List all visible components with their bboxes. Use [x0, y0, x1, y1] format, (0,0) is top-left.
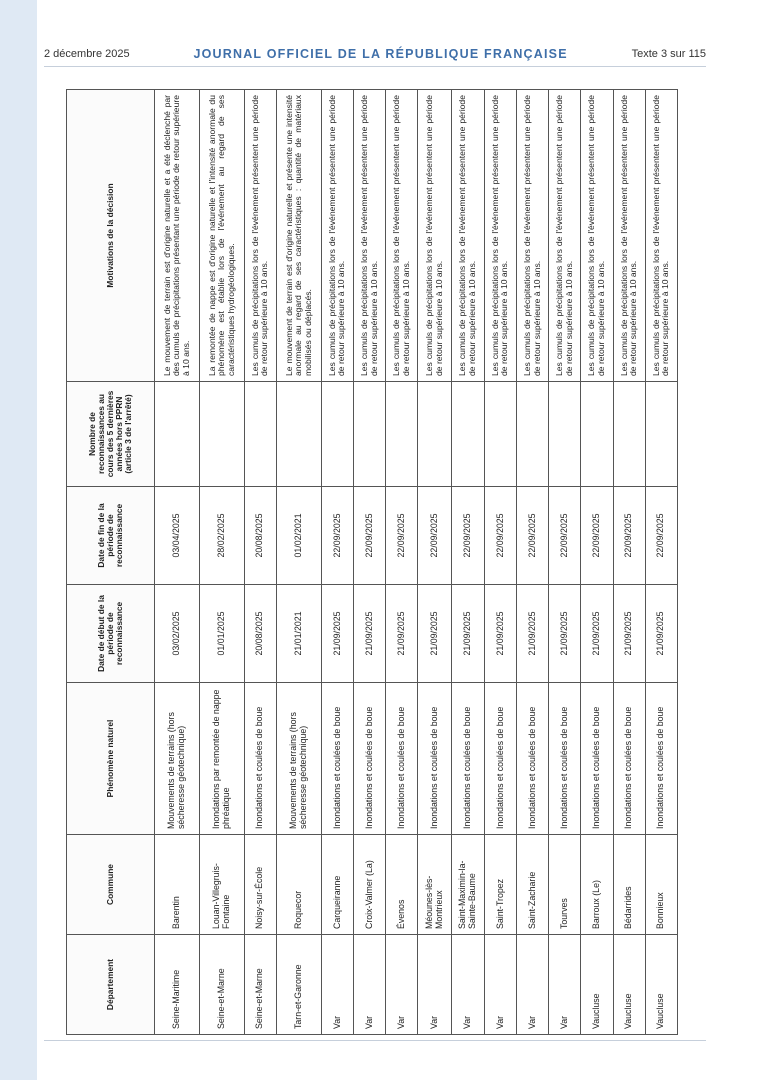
- column-header-date-fin: Date de fin de la période de reconnaissance: [67, 487, 155, 585]
- cell-date-fin: 28/02/2025: [199, 487, 244, 585]
- cell-motivation: La remontée de nappe est d'origine naturelle et l'intensité anormale du phénomène est établie lors de l'événement au regard de ses caractéristiques hydrogéologiques.: [199, 90, 244, 382]
- cell-nombre: [386, 382, 418, 487]
- cell-phenomene: Inondations et coulées de boue: [418, 683, 451, 835]
- table-row: [321, 90, 353, 1035]
- right-margin-band: [735, 0, 765, 1080]
- cell-motivation: Les cumuls de précipitations lors de l'événement présentent une période de retour supérieure à 10 ans.: [645, 90, 677, 382]
- cell-commune: Barentin: [155, 835, 200, 935]
- cell-phenomene: Inondations et coulées de boue: [517, 683, 549, 835]
- cell-commune: Tourves: [549, 835, 581, 935]
- cell-date-debut: 21/09/2025: [581, 585, 613, 683]
- cell-date-fin: 22/09/2025: [517, 487, 549, 585]
- cell-departement: Var: [418, 935, 451, 1035]
- cell-date-debut: 01/01/2025: [199, 585, 244, 683]
- cell-date-debut: 21/09/2025: [613, 585, 645, 683]
- cell-nombre: [199, 382, 244, 487]
- cell-departement: Vaucluse: [645, 935, 677, 1035]
- table-row: [418, 90, 451, 1035]
- cell-date-fin: 22/09/2025: [645, 487, 677, 585]
- cell-phenomene: Mouvements de terrains (hors sécheresse géotechnique): [276, 683, 321, 835]
- cell-date-debut: 21/09/2025: [484, 585, 516, 683]
- cell-nombre: [276, 382, 321, 487]
- cell-departement: Seine-et-Marne: [244, 935, 276, 1035]
- cell-phenomene: Inondations et coulées de boue: [386, 683, 418, 835]
- cell-departement: Var: [321, 935, 353, 1035]
- recognition-table: [66, 89, 678, 1035]
- footer-divider: [44, 1040, 706, 1041]
- cell-date-fin: 22/09/2025: [613, 487, 645, 585]
- column-header-phenomene: Phénomène naturel: [67, 683, 155, 835]
- cell-commune: Bonnieux: [645, 835, 677, 935]
- cell-commune: Saint-Maximin-la-Sainte-Baume: [451, 835, 484, 935]
- cell-nombre: [155, 382, 200, 487]
- cell-commune: Bédarrides: [613, 835, 645, 935]
- cell-date-fin: 20/08/2025: [244, 487, 276, 585]
- cell-motivation: Les cumuls de précipitations lors de l'événement présentent une période de retour supérieure à 10 ans.: [581, 90, 613, 382]
- cell-nombre: [451, 382, 484, 487]
- cell-motivation: Les cumuls de précipitations lors de l'événement présentent une période de retour supérieure à 10 ans.: [451, 90, 484, 382]
- cell-nombre: [613, 382, 645, 487]
- cell-commune: Saint-Zacharie: [517, 835, 549, 935]
- cell-date-debut: 20/08/2025: [244, 585, 276, 683]
- table-row: [581, 90, 613, 1035]
- cell-phenomene: Inondations par remontée de nappe phréatique: [199, 683, 244, 835]
- table-row: [451, 90, 484, 1035]
- cell-departement: Var: [451, 935, 484, 1035]
- cell-motivation: Le mouvement de terrain est d'origine naturelle et a été déclenché par des cumuls de précipitations présentant une période de retour supérieure à 10 ans.: [155, 90, 200, 382]
- cell-motivation: Les cumuls de précipitations lors de l'événement présentent une période de retour supérieure à 10 ans.: [418, 90, 451, 382]
- cell-date-fin: 03/04/2025: [155, 487, 200, 585]
- cell-phenomene: Inondations et coulées de boue: [581, 683, 613, 835]
- cell-date-fin: 22/09/2025: [321, 487, 353, 585]
- page-header: [44, 44, 706, 64]
- table-row: [484, 90, 516, 1035]
- header-divider: [44, 66, 706, 67]
- cell-date-fin: 22/09/2025: [418, 487, 451, 585]
- column-header-nombre: Nombre de reconnaissances au cours des 5 dernières années hors PPRN (article 3 de l'arrêté): [67, 382, 155, 487]
- cell-motivation: Le mouvement de terrain est d'origine naturelle et présente une intensité anormale au regard de ses caractéristiques : quantité de matériaux mobilisés ou déplacés.: [276, 90, 321, 382]
- cell-nombre: [484, 382, 516, 487]
- cell-phenomene: Inondations et coulées de boue: [613, 683, 645, 835]
- cell-motivation: Les cumuls de précipitations lors de l'événement présentent une période de retour supérieure à 10 ans.: [484, 90, 516, 382]
- cell-nombre: [581, 382, 613, 487]
- cell-date-debut: 21/09/2025: [321, 585, 353, 683]
- cell-commune: Saint-Tropez: [484, 835, 516, 935]
- cell-commune: Louan-Villegruis-Fontaine: [199, 835, 244, 935]
- cell-date-debut: 21/09/2025: [354, 585, 386, 683]
- cell-phenomene: Inondations et coulées de boue: [354, 683, 386, 835]
- cell-departement: Vaucluse: [581, 935, 613, 1035]
- publication-date: 2 décembre 2025: [44, 48, 130, 60]
- journal-title: JOURNAL OFFICIEL DE LA RÉPUBLIQUE FRANÇAISE: [193, 47, 568, 61]
- cell-phenomene: Inondations et coulées de boue: [451, 683, 484, 835]
- cell-commune: Méounes-lès-Montrieux: [418, 835, 451, 935]
- column-header-date-debut: Date de début de la période de reconnaissance: [67, 585, 155, 683]
- table-row: [517, 90, 549, 1035]
- table-row: [549, 90, 581, 1035]
- cell-motivation: Les cumuls de précipitations lors de l'événement présentent une période de retour supérieure à 10 ans.: [549, 90, 581, 382]
- cell-departement: Tarn-et-Garonne: [276, 935, 321, 1035]
- cell-date-debut: 21/09/2025: [645, 585, 677, 683]
- cell-phenomene: Mouvements de terrains (hors sécheresse géotechnique): [155, 683, 200, 835]
- cell-commune: Carqueiranne: [321, 835, 353, 935]
- cell-departement: Var: [484, 935, 516, 1035]
- column-header-motivations: Motivations de la décision: [67, 90, 155, 382]
- cell-motivation: Les cumuls de précipitations lors de l'événement présentent une période de retour supérieure à 10 ans.: [354, 90, 386, 382]
- table-row: [244, 90, 276, 1035]
- cell-date-fin: 22/09/2025: [451, 487, 484, 585]
- left-margin-band: [0, 0, 37, 1080]
- column-header-departement: Département: [67, 935, 155, 1035]
- page-number: Texte 3 sur 115: [631, 48, 706, 60]
- cell-date-fin: 22/09/2025: [484, 487, 516, 585]
- cell-departement: Var: [386, 935, 418, 1035]
- cell-commune: Croix-Valmer (La): [354, 835, 386, 935]
- cell-departement: Vaucluse: [613, 935, 645, 1035]
- table-row: [276, 90, 321, 1035]
- table-header-row: [67, 90, 155, 1035]
- cell-departement: Seine-et-Marne: [199, 935, 244, 1035]
- cell-phenomene: Inondations et coulées de boue: [321, 683, 353, 835]
- cell-motivation: Les cumuls de précipitations lors de l'événement présentent une période de retour supérieure à 10 ans.: [386, 90, 418, 382]
- cell-nombre: [354, 382, 386, 487]
- cell-phenomene: Inondations et coulées de boue: [244, 683, 276, 835]
- table-row: [386, 90, 418, 1035]
- cell-nombre: [418, 382, 451, 487]
- cell-date-debut: 21/01/2021: [276, 585, 321, 683]
- cell-date-debut: 21/09/2025: [517, 585, 549, 683]
- cell-date-fin: 22/09/2025: [549, 487, 581, 585]
- table-body: [155, 90, 678, 1035]
- cell-departement: Seine-Maritime: [155, 935, 200, 1035]
- cell-motivation: Les cumuls de précipitations lors de l'événement présentent une période de retour supérieure à 10 ans.: [321, 90, 353, 382]
- cell-motivation: Les cumuls de précipitations lors de l'événement présentent une période de retour supérieure à 10 ans.: [613, 90, 645, 382]
- table-row: [155, 90, 200, 1035]
- cell-commune: Évenos: [386, 835, 418, 935]
- cell-date-fin: 22/09/2025: [581, 487, 613, 585]
- table-row: [354, 90, 386, 1035]
- column-header-commune: Commune: [67, 835, 155, 935]
- cell-date-debut: 21/09/2025: [451, 585, 484, 683]
- cell-nombre: [645, 382, 677, 487]
- cell-commune: Barroux (Le): [581, 835, 613, 935]
- table-row: [645, 90, 677, 1035]
- cell-date-fin: 01/02/2021: [276, 487, 321, 585]
- cell-nombre: [549, 382, 581, 487]
- cell-motivation: Les cumuls de précipitations lors de l'événement présentent une période de retour supérieure à 10 ans.: [244, 90, 276, 382]
- cell-nombre: [517, 382, 549, 487]
- cell-departement: Var: [354, 935, 386, 1035]
- cell-date-debut: 03/02/2025: [155, 585, 200, 683]
- cell-phenomene: Inondations et coulées de boue: [549, 683, 581, 835]
- cell-phenomene: Inondations et coulées de boue: [645, 683, 677, 835]
- rotated-table-container: [66, 90, 678, 1035]
- cell-motivation: Les cumuls de précipitations lors de l'événement présentent une période de retour supérieure à 10 ans.: [517, 90, 549, 382]
- cell-date-fin: 22/09/2025: [386, 487, 418, 585]
- cell-nombre: [321, 382, 353, 487]
- cell-departement: Var: [517, 935, 549, 1035]
- cell-commune: Roquecor: [276, 835, 321, 935]
- cell-date-debut: 21/09/2025: [418, 585, 451, 683]
- table-row: [613, 90, 645, 1035]
- cell-date-debut: 21/09/2025: [549, 585, 581, 683]
- cell-phenomene: Inondations et coulées de boue: [484, 683, 516, 835]
- cell-commune: Noisy-sur-École: [244, 835, 276, 935]
- table-row: [199, 90, 244, 1035]
- cell-nombre: [244, 382, 276, 487]
- cell-departement: Var: [549, 935, 581, 1035]
- cell-date-fin: 22/09/2025: [354, 487, 386, 585]
- cell-date-debut: 21/09/2025: [386, 585, 418, 683]
